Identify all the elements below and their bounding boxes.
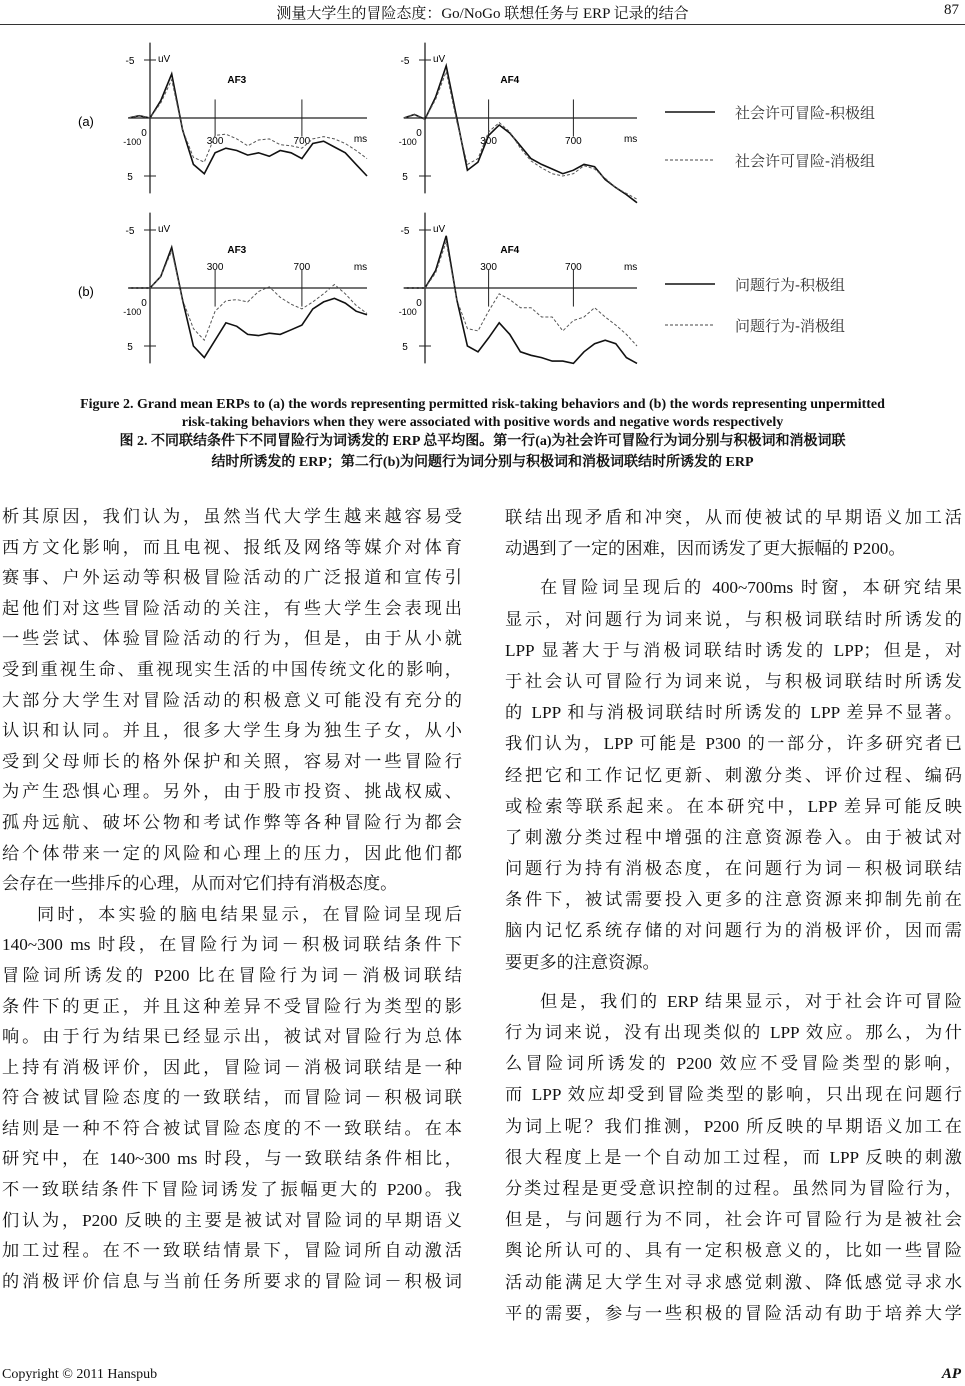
text-line: 不一致联结条件下冒险词诱发了振幅更大的 P200。我 [2, 1180, 462, 1200]
y-tick-label: 5 [402, 172, 408, 183]
text-line: 行为词来说，没有出现类似的 LPP 效应。那么，为什 [505, 1023, 962, 1042]
legend-label: 问题行为-积极组 [735, 277, 845, 294]
y-axis-label: uV [158, 54, 171, 65]
y-tick-label: -5 [125, 226, 135, 237]
x-tick-label: 700 [565, 262, 582, 274]
caption-en-1: Figure 2. Grand mean ERPs to (a) the words representing permitted risk-taking behaviors and (b) the words representing unpermitted [80, 397, 885, 412]
text-line: 起他们对这些冒险活动的关注，有些大学生会表现出 [2, 598, 462, 618]
text-line: 研究中，在 140~300 ms 时段，与一致联结条件相比， [2, 1149, 462, 1169]
x-tick-label: -100 [398, 136, 417, 147]
text-line: 赛事、户外运动等积极冒险活动的广泛报道和宣传引 [2, 568, 462, 588]
text-line: 140~300 ms 时段，在冒险行为词－积极词联结条件下 [2, 935, 462, 955]
x-tick-label: 300 [480, 136, 497, 148]
caption-en-2: risk-taking behaviors when they were associated with positive words and negative words respectively [181, 415, 784, 430]
legend-label: 社会许可冒险-消极组 [735, 153, 875, 170]
text-line: 的 LPP 和与消极词联结时所诱发的 LPP 差异不显著。 [505, 703, 962, 723]
y-tick-label: -5 [400, 226, 410, 237]
x-axis-unit: ms [353, 134, 368, 146]
legend-label: 社会许可冒险-积极组 [735, 105, 875, 122]
text-line: 舆论所认可的、具有一定积极意义的，比如一些冒险 [505, 1241, 962, 1261]
waveform-positive-group [128, 74, 367, 176]
text-line: 经把它和工作记忆更新、刺激分类、评价过程、编码 [505, 765, 962, 785]
row-label-b: (b) [78, 284, 94, 299]
electrode-label: AF3 [227, 245, 247, 257]
x-tick-label: 0 [141, 297, 147, 309]
x-tick-label: 0 [416, 297, 422, 309]
text-line: 脑内记忆系统存储的对问题行为的消极评价，因而需 [505, 921, 962, 941]
text-line: 响。由于行为结果已经显示出，被试对冒险行为总体 [2, 1027, 462, 1047]
text-line: 很大程度上是一个自动加工过程，而 LPP 反映的刺激 [505, 1147, 962, 1167]
text-line: 会存在一些排斥的心理，从而对它们持有消极态度。 [2, 874, 398, 894]
y-tick-label: -5 [125, 56, 135, 67]
x-axis-unit: ms [353, 262, 368, 274]
x-axis-unit: ms [623, 134, 638, 146]
page-number: 87 [944, 2, 959, 18]
y-tick-label: 5 [127, 342, 133, 353]
x-tick-label: 300 [206, 136, 224, 148]
text-line: 孤舟远航、破坏公物和考试作弊等各种冒险行为都会 [2, 812, 462, 832]
electrode-label: AF4 [500, 245, 520, 257]
journal-abbrev: AP [941, 1366, 961, 1382]
text-line: 在冒险词呈现后的 400~700ms 时窗，本研究结果 [540, 578, 962, 598]
x-tick-label: 700 [565, 136, 582, 148]
text-line: 受到重视生命、重视现实生活的中国传统文化的影响， [2, 659, 462, 679]
waveform-negative-group [404, 242, 637, 346]
electrode-label: AF4 [500, 75, 520, 87]
text-line: 平的需要，参与一些积极的冒险活动有助于培养大学 [505, 1303, 962, 1323]
y-tick-label: 5 [127, 172, 133, 183]
text-line: 或检索等联系起来。在本研究中，LPP 差异可能反映 [505, 796, 962, 816]
text-line: 条件下的更正，并且这种差异不受冒险行为类型的影 [2, 996, 462, 1016]
x-axis-unit: ms [623, 262, 638, 274]
text-line: 结则是一种不符合被试冒险态度的不一致联结。在本 [2, 1118, 462, 1138]
y-axis-label: uV [433, 54, 446, 65]
text-line: 析其原因，我们认为，虽然当代大学生越来越容易受 [2, 507, 462, 526]
text-line: 符合被试冒险态度的一致联结，而冒险词－积极词联 [2, 1088, 462, 1108]
text-line: 了刺激分类过程中增强的注意资源卷入。由于被试对 [505, 827, 962, 847]
y-axis-label: uV [433, 224, 446, 235]
y-tick-label: -5 [400, 56, 410, 67]
text-line: 大部分大学生对冒险活动的积极意义可能没有充分的 [2, 690, 462, 710]
text-line: 但是，与问题行为不同，社会许可冒险行为是被社会 [505, 1210, 962, 1230]
text-line: 为产生恐惧心理。另外，由于股市投资、挑战权威、 [2, 782, 462, 802]
x-tick-label: -100 [123, 306, 142, 317]
text-line: 显示，对问题行为词来说，与积极词联结时所诱发的 [505, 609, 962, 629]
text-line: 西方文化影响，而且电视、报纸及网络等媒介对体育 [2, 537, 462, 557]
body-column-left [2, 502, 462, 1297]
caption-zh-2: 结时所诱发的 ERP；第二行(b)为问题行为词分别与积极词和消极词联结时所诱发的 ERP [211, 455, 754, 470]
text-line: 认识和认同。并且，很多大学生身为独生子女，从小 [2, 721, 462, 741]
text-line: 受到父母师长的格外保护和关照，容易对一些冒险行 [2, 751, 462, 771]
text-line: 联结出现矛盾和冲突，从而使被试的早期语义加工活 [505, 508, 962, 527]
text-line: 们认为，P200 反映的主要是被试对冒险词的早期语义 [2, 1210, 462, 1230]
waveform-positive-group [404, 66, 637, 203]
erp-figure [60, 38, 960, 388]
waveform-positive-group [128, 247, 367, 357]
text-line: 给个体带来一定的风险和心理上的压力，因此他们都 [2, 843, 462, 863]
text-line: 要更多的注意资源。 [505, 952, 660, 972]
x-tick-label: 700 [293, 136, 311, 148]
caption-zh-1: 图 2. 不同联结条件下不同冒险行为词诱发的 ERP 总平均图。第一行(a)为社会许可冒险行为词分别与积极词和消极词联 [119, 434, 846, 449]
x-tick-label: 0 [141, 127, 147, 139]
text-line: 但是，我们的 ERP 结果显示，对于社会许可冒险 [540, 991, 962, 1011]
text-line: LPP 显著大于与消极词联结时诱发的 LPP；但是，对 [505, 640, 962, 660]
row-label-a: (a) [78, 114, 94, 129]
running-header [0, 0, 965, 25]
text-line: 为词上呢？我们推测，P200 所反映的早期语义加工在 [505, 1116, 962, 1136]
electrode-label: AF3 [227, 75, 247, 87]
text-line: 么冒险词所诱发的 P200 效应不受冒险类型的影响， [505, 1054, 962, 1074]
body-column-right [505, 502, 962, 1329]
x-tick-label: -100 [398, 306, 417, 317]
text-line: 活动能满足大学生对寻求感觉刺激、降低感觉寻求水 [505, 1272, 962, 1292]
x-tick-label: 300 [480, 262, 497, 274]
waveform-negative-group [404, 72, 637, 200]
text-line: 而 LPP 效应却受到冒险类型的影响，只出现在问题行 [505, 1085, 962, 1105]
text-line: 同时，本实验的脑电结果显示，在冒险词呈现后 [37, 904, 462, 924]
text-line: 加工过程。在不一致联结情景下，冒险词所自动激活 [2, 1241, 462, 1261]
text-line: 条件下，被试需要投入更多的注意资源来抑制先前在 [505, 890, 962, 910]
text-line: 冒险词所诱发的 P200 比在冒险行为词－消极词联结 [2, 965, 462, 985]
x-tick-label: 300 [206, 262, 224, 274]
waveform-negative-group [128, 251, 367, 340]
text-line: 我们认为，LPP 可能是 P300 的一部分，许多研究者已 [505, 734, 962, 754]
y-axis-label: uV [158, 224, 171, 235]
x-tick-label: -100 [123, 136, 142, 147]
text-line: 分类过程是更受意识控制的过程。虽然同为冒险行为， [505, 1178, 962, 1198]
text-line: 的消极评价信息与当前任务所要求的冒险词－积极词 [2, 1271, 462, 1291]
running-title: 测量大学生的冒险态度：Go/NoGo 联想任务与 ERP 记录的结合 [276, 6, 689, 22]
text-line: 上持有消极评价，因此，冒险词－消极词联结是一种 [2, 1057, 462, 1077]
text-line: 于社会认可冒险行为词来说，与积极词联结时所诱发 [505, 671, 962, 691]
waveform-positive-group [404, 236, 637, 364]
x-tick-label: 700 [293, 262, 311, 274]
y-tick-label: 5 [402, 342, 408, 353]
legend-label: 问题行为-消极组 [735, 318, 845, 335]
text-line: 一些尝试、体验冒险活动的行为，但是，由于从小就 [2, 629, 462, 649]
copyright: Copyright © 2011 Hanspub [2, 1367, 158, 1382]
text-line: 动遇到了一定的困难，因而诱发了更大振幅的 P200。 [505, 539, 906, 559]
x-tick-label: 0 [416, 127, 422, 139]
text-line: 问题行为持有消极态度，在问题行为词－积极词联结 [505, 859, 962, 879]
